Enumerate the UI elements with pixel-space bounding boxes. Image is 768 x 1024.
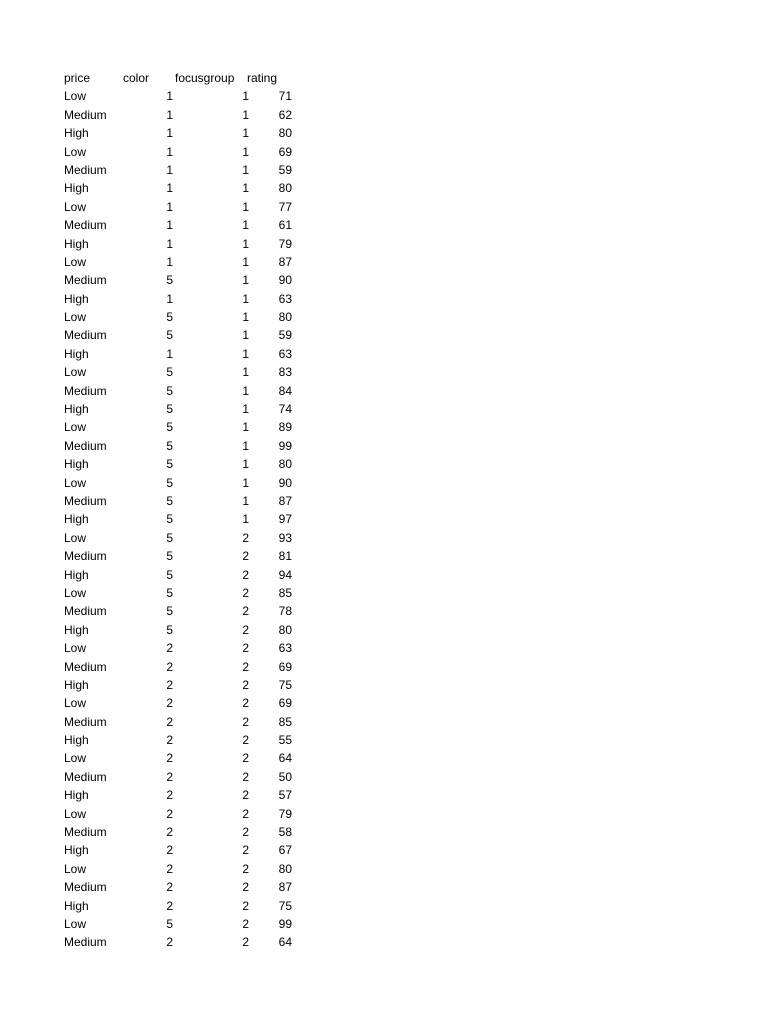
cell-rating: 67 <box>278 843 292 858</box>
cell-focusgroup: 1 <box>242 273 249 288</box>
cell-rating: 87 <box>278 254 292 269</box>
cell-focusgroup: 2 <box>242 530 249 545</box>
table-row <box>64 382 304 400</box>
cell-color: 5 <box>166 604 173 619</box>
cell-color: 2 <box>166 641 173 656</box>
table-row <box>64 768 304 786</box>
cell-focusgroup: 1 <box>242 89 249 104</box>
cell-focusgroup: 2 <box>242 677 249 692</box>
cell-rating: 89 <box>278 420 292 435</box>
cell-color: 1 <box>166 144 173 159</box>
cell-color: 2 <box>166 788 173 803</box>
cell-price: Medium <box>64 825 107 840</box>
cell-rating: 69 <box>278 696 292 711</box>
cell-price: High <box>64 733 89 748</box>
cell-price: High <box>64 677 89 692</box>
cell-focusgroup: 1 <box>242 475 249 490</box>
table-row <box>64 676 304 694</box>
cell-color: 1 <box>166 218 173 233</box>
cell-price: High <box>64 181 89 196</box>
cell-price: High <box>64 291 89 306</box>
cell-focusgroup: 2 <box>242 733 249 748</box>
cell-color: 5 <box>166 457 173 472</box>
cell-rating: 59 <box>278 162 292 177</box>
cell-price: Medium <box>64 659 107 674</box>
table-row <box>64 87 304 105</box>
cell-rating: 80 <box>278 861 292 876</box>
cell-focusgroup: 1 <box>242 291 249 306</box>
cell-color: 2 <box>166 677 173 692</box>
table-row <box>64 363 304 381</box>
cell-focusgroup: 1 <box>242 254 249 269</box>
table-row <box>64 841 304 859</box>
table-row <box>64 271 304 289</box>
table-row <box>64 547 304 565</box>
cell-price: Low <box>64 751 87 766</box>
cell-rating: 80 <box>278 126 292 141</box>
cell-rating: 80 <box>278 622 292 637</box>
cell-price: Medium <box>64 438 107 453</box>
data-rows <box>64 87 304 951</box>
cell-color: 2 <box>166 843 173 858</box>
cell-price: Low <box>64 310 87 325</box>
cell-focusgroup: 2 <box>242 825 249 840</box>
cell-rating: 94 <box>278 567 292 582</box>
cell-rating: 77 <box>278 199 292 214</box>
table-row <box>64 915 304 933</box>
cell-focusgroup: 1 <box>242 199 249 214</box>
cell-focusgroup: 1 <box>242 162 249 177</box>
cell-rating: 61 <box>278 218 292 233</box>
cell-focusgroup: 2 <box>242 567 249 582</box>
cell-color: 1 <box>166 346 173 361</box>
cell-focusgroup: 1 <box>242 328 249 343</box>
cell-rating: 74 <box>278 402 292 417</box>
cell-focusgroup: 1 <box>242 181 249 196</box>
cell-color: 5 <box>166 273 173 288</box>
cell-price: Medium <box>64 273 107 288</box>
cell-focusgroup: 2 <box>242 659 249 674</box>
cell-price: Medium <box>64 880 107 895</box>
cell-focusgroup: 2 <box>242 806 249 821</box>
cell-rating: 85 <box>278 585 292 600</box>
cell-color: 1 <box>166 199 173 214</box>
cell-price: High <box>64 512 89 527</box>
cell-focusgroup: 1 <box>242 438 249 453</box>
cell-price: High <box>64 567 89 582</box>
cell-price: Medium <box>64 935 107 950</box>
cell-focusgroup: 1 <box>242 512 249 527</box>
cell-rating: 57 <box>278 788 292 803</box>
table-row <box>64 216 304 234</box>
cell-color: 5 <box>166 493 173 508</box>
cell-price: High <box>64 898 89 913</box>
cell-color: 2 <box>166 806 173 821</box>
cell-rating: 63 <box>278 346 292 361</box>
table-row <box>64 805 304 823</box>
cell-rating: 69 <box>278 144 292 159</box>
cell-color: 2 <box>166 769 173 784</box>
cell-rating: 93 <box>278 530 292 545</box>
cell-price: High <box>64 126 89 141</box>
table-row <box>64 639 304 657</box>
cell-price: Low <box>64 696 87 711</box>
cell-focusgroup: 2 <box>242 714 249 729</box>
cell-price: Low <box>64 365 87 380</box>
cell-focusgroup: 1 <box>242 383 249 398</box>
cell-rating: 81 <box>278 549 292 564</box>
table-row <box>64 566 304 584</box>
cell-focusgroup: 2 <box>242 622 249 637</box>
table-row <box>64 897 304 915</box>
cell-price: Medium <box>64 549 107 564</box>
table-row <box>64 161 304 179</box>
cell-focusgroup: 1 <box>242 126 249 141</box>
cell-color: 1 <box>166 107 173 122</box>
cell-rating: 62 <box>278 107 292 122</box>
cell-focusgroup: 2 <box>242 604 249 619</box>
cell-rating: 79 <box>278 236 292 251</box>
cell-price: Medium <box>64 769 107 784</box>
cell-focusgroup: 1 <box>242 402 249 417</box>
table-row <box>64 492 304 510</box>
table-row <box>64 933 304 951</box>
cell-color: 5 <box>166 622 173 637</box>
cell-price: Low <box>64 806 87 821</box>
cell-rating: 90 <box>278 273 292 288</box>
cell-price: Low <box>64 585 87 600</box>
header-color: color <box>123 71 150 85</box>
cell-rating: 64 <box>278 751 292 766</box>
cell-color: 2 <box>166 733 173 748</box>
cell-color: 5 <box>166 420 173 435</box>
table-row <box>64 823 304 841</box>
cell-price: Medium <box>64 604 107 619</box>
table-row <box>64 253 304 271</box>
cell-focusgroup: 2 <box>242 916 249 931</box>
cell-color: 5 <box>166 383 173 398</box>
cell-color: 5 <box>166 328 173 343</box>
table-row <box>64 529 304 547</box>
table-row <box>64 510 304 528</box>
cell-focusgroup: 2 <box>242 843 249 858</box>
cell-rating: 90 <box>278 475 292 490</box>
cell-color: 1 <box>166 254 173 269</box>
table-row <box>64 584 304 602</box>
cell-color: 5 <box>166 549 173 564</box>
cell-price: High <box>64 788 89 803</box>
cell-rating: 80 <box>278 181 292 196</box>
cell-color: 1 <box>166 162 173 177</box>
cell-color: 1 <box>166 126 173 141</box>
cell-price: Low <box>64 144 87 159</box>
cell-focusgroup: 1 <box>242 365 249 380</box>
cell-price: Low <box>64 530 87 545</box>
table-row <box>64 179 304 197</box>
cell-focusgroup: 2 <box>242 788 249 803</box>
table-row <box>64 308 304 326</box>
table-row <box>64 400 304 418</box>
cell-color: 1 <box>166 291 173 306</box>
cell-color: 2 <box>166 714 173 729</box>
cell-focusgroup: 2 <box>242 935 249 950</box>
table-row <box>64 198 304 216</box>
cell-price: High <box>64 236 89 251</box>
cell-price: Low <box>64 420 87 435</box>
table-row <box>64 694 304 712</box>
header-focusgroup: focusgroup <box>175 71 235 85</box>
table-row <box>64 731 304 749</box>
cell-rating: 75 <box>278 677 292 692</box>
cell-color: 5 <box>166 402 173 417</box>
cell-color: 5 <box>166 310 173 325</box>
cell-rating: 80 <box>278 310 292 325</box>
table-row <box>64 786 304 804</box>
cell-rating: 79 <box>278 806 292 821</box>
cell-focusgroup: 1 <box>242 420 249 435</box>
cell-color: 5 <box>166 512 173 527</box>
cell-focusgroup: 1 <box>242 144 249 159</box>
cell-focusgroup: 2 <box>242 641 249 656</box>
cell-color: 2 <box>166 898 173 913</box>
cell-rating: 63 <box>278 641 292 656</box>
cell-color: 5 <box>166 530 173 545</box>
cell-price: Medium <box>64 714 107 729</box>
cell-color: 2 <box>166 861 173 876</box>
cell-price: Low <box>64 254 87 269</box>
cell-rating: 85 <box>278 714 292 729</box>
table-row <box>64 474 304 492</box>
table-row <box>64 621 304 639</box>
cell-rating: 59 <box>278 328 292 343</box>
cell-rating: 69 <box>278 659 292 674</box>
table-row <box>64 455 304 473</box>
cell-price: Medium <box>64 328 107 343</box>
table-row <box>64 345 304 363</box>
cell-focusgroup: 1 <box>242 107 249 122</box>
cell-focusgroup: 2 <box>242 769 249 784</box>
cell-rating: 58 <box>278 825 292 840</box>
table-row <box>64 860 304 878</box>
table-row <box>64 143 304 161</box>
cell-price: High <box>64 457 89 472</box>
cell-price: High <box>64 622 89 637</box>
table-row <box>64 749 304 767</box>
table-row <box>64 124 304 142</box>
cell-focusgroup: 2 <box>242 880 249 895</box>
cell-price: High <box>64 346 89 361</box>
cell-color: 2 <box>166 659 173 674</box>
cell-rating: 75 <box>278 898 292 913</box>
cell-price: Low <box>64 861 87 876</box>
cell-color: 2 <box>166 751 173 766</box>
cell-rating: 99 <box>278 916 292 931</box>
cell-focusgroup: 2 <box>242 549 249 564</box>
table-row <box>64 437 304 455</box>
cell-focusgroup: 1 <box>242 218 249 233</box>
cell-price: Low <box>64 916 87 931</box>
cell-rating: 50 <box>278 769 292 784</box>
table-row <box>64 713 304 731</box>
data-sheet <box>64 69 304 952</box>
cell-rating: 99 <box>278 438 292 453</box>
cell-focusgroup: 1 <box>242 346 249 361</box>
cell-rating: 64 <box>278 935 292 950</box>
cell-rating: 71 <box>278 89 292 104</box>
cell-color: 5 <box>166 916 173 931</box>
table-row <box>64 418 304 436</box>
cell-rating: 87 <box>278 493 292 508</box>
cell-rating: 55 <box>278 733 292 748</box>
cell-focusgroup: 1 <box>242 457 249 472</box>
cell-color: 5 <box>166 475 173 490</box>
table-row <box>64 106 304 124</box>
header-row <box>64 69 304 87</box>
table-row <box>64 290 304 308</box>
table-row <box>64 235 304 253</box>
cell-focusgroup: 2 <box>242 585 249 600</box>
table-row <box>64 326 304 344</box>
cell-price: High <box>64 843 89 858</box>
cell-focusgroup: 2 <box>242 696 249 711</box>
cell-focusgroup: 2 <box>242 898 249 913</box>
cell-price: Low <box>64 89 87 104</box>
cell-rating: 97 <box>278 512 292 527</box>
cell-rating: 84 <box>278 383 292 398</box>
header-rating: rating <box>247 71 278 85</box>
cell-price: Low <box>64 199 87 214</box>
cell-focusgroup: 1 <box>242 310 249 325</box>
cell-rating: 80 <box>278 457 292 472</box>
cell-rating: 63 <box>278 291 292 306</box>
header-price: price <box>64 71 91 85</box>
cell-color: 2 <box>166 696 173 711</box>
cell-price: Medium <box>64 107 107 122</box>
cell-price: Low <box>64 475 87 490</box>
cell-focusgroup: 2 <box>242 751 249 766</box>
cell-color: 5 <box>166 585 173 600</box>
cell-focusgroup: 2 <box>242 861 249 876</box>
cell-price: Medium <box>64 383 107 398</box>
cell-color: 2 <box>166 825 173 840</box>
cell-price: Medium <box>64 218 107 233</box>
table-row <box>64 658 304 676</box>
cell-price: Medium <box>64 493 107 508</box>
cell-price: Medium <box>64 162 107 177</box>
cell-color: 2 <box>166 935 173 950</box>
cell-price: Low <box>64 641 87 656</box>
cell-color: 5 <box>166 567 173 582</box>
cell-rating: 83 <box>278 365 292 380</box>
cell-rating: 78 <box>278 604 292 619</box>
cell-color: 2 <box>166 880 173 895</box>
cell-focusgroup: 1 <box>242 493 249 508</box>
cell-rating: 87 <box>278 880 292 895</box>
table-row <box>64 878 304 896</box>
cell-price: High <box>64 402 89 417</box>
cell-color: 5 <box>166 365 173 380</box>
cell-color: 1 <box>166 89 173 104</box>
cell-color: 1 <box>166 181 173 196</box>
table-row <box>64 602 304 620</box>
cell-color: 5 <box>166 438 173 453</box>
cell-color: 1 <box>166 236 173 251</box>
cell-focusgroup: 1 <box>242 236 249 251</box>
